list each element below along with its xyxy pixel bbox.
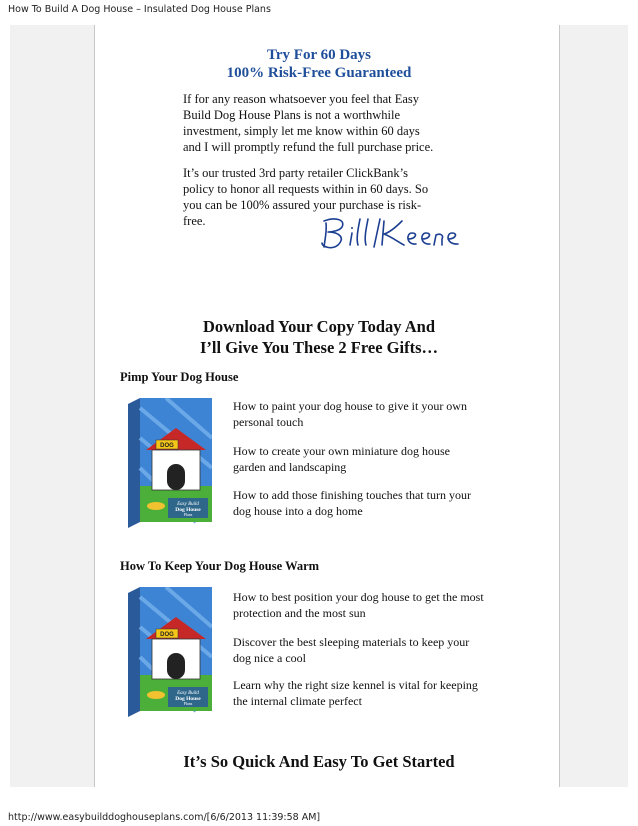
ebook-title-line3: Plans — [183, 512, 193, 517]
guarantee-title-line2: 100% Risk-Free Guaranteed — [226, 65, 412, 81]
page-canvas — [10, 25, 628, 787]
ebook-title-line1: Easy Build — [177, 691, 199, 696]
ebook-title-line1: Easy Build — [177, 502, 199, 507]
guarantee-paragraph-2: It’s our trusted 3rd party retailer ClickBank’s policy to honor all requests within in 60 days. So you can be 100% assured your purchase is risk- free. — [183, 166, 429, 228]
gifts-heading-line2: I’ll Give You These 2 Free Gifts… — [199, 338, 438, 357]
final-heading: It’s So Quick And Easy To Get Started — [183, 752, 455, 771]
ebook-cover-pimp-your-dog-house — [126, 398, 212, 528]
ebook-title-line2: Dog House — [175, 696, 201, 702]
ebook-cover-keep-warm — [126, 587, 212, 717]
gift1-bullet-3: How to add those finishing touches that turn your dog house into a dog home — [233, 488, 471, 518]
gift1-bullet-2: How to create your own miniature dog house garden and landscaping — [233, 444, 450, 474]
ebook-title-line3: Plans — [183, 701, 193, 706]
gift2-title: How To Keep Your Dog House Warm — [120, 559, 320, 573]
signature-image — [316, 215, 466, 251]
print-footer-url: http://www.easybuilddoghouseplans.com/[6/6/2013 11:39:58 AM] — [8, 812, 321, 823]
gift2-bullet-1: How to best position your dog house to get the most protection and the most sun — [233, 590, 484, 620]
gifts-heading-line1: Download Your Copy Today And — [202, 317, 435, 336]
ebook-title-line2: Dog House — [175, 507, 201, 513]
gift2-bullet-2: Discover the best sleeping materials to keep your dog nice a cool — [233, 635, 470, 665]
ebook-sign-text: DOG — [160, 632, 174, 638]
ebook-sign-text: DOG — [160, 443, 174, 449]
gift2-bullet-3: Learn why the right size kennel is vital for keeping the internal climate perfect — [233, 678, 478, 708]
gift1-title: Pimp Your Dog House — [120, 370, 239, 384]
guarantee-paragraph-1: If for any reason whatsoever you feel that Easy Build Dog House Plans is not a worthwhile investment, simply let me know within 60 days and I will promptly refund the full purchase price. — [183, 92, 434, 154]
guarantee-title-line1: Try For 60 Days — [266, 47, 372, 63]
print-header: How To Build A Dog House – Insulated Dog House Plans — [8, 4, 271, 15]
gift1-bullet-1: How to paint your dog house to give it your own personal touch — [233, 399, 467, 429]
